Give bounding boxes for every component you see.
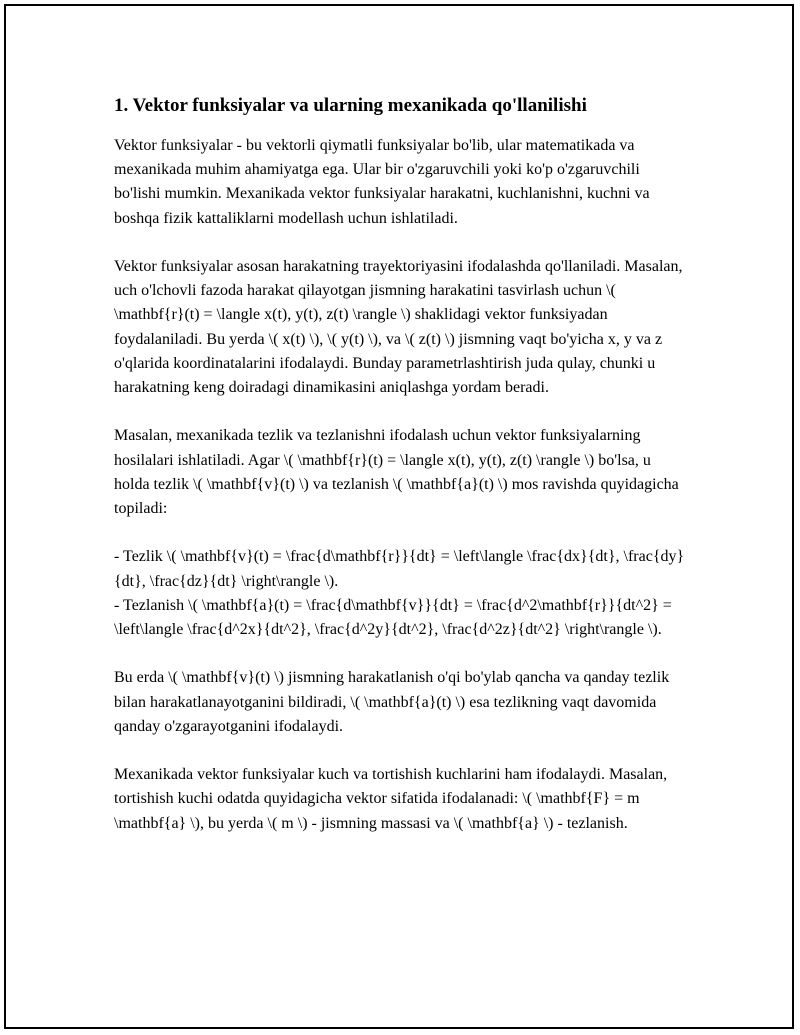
paragraph-trajectory: Vektor funksiyalar asosan harakatning trayektoriyasini ifodalashda qo'llaniladi. Masalan, uch o'lchovli fazoda harakat qilayotgan jismning harakatini tasvirlash uchun \( \mathbf{r}(t) = \langle x(t), y(t), z(t) \rangle \) shaklidagi vektor funksiyadan foydalaniladi. Bu yerda \( x(t) \), \( y(t) \), va \( z(t) \) jismning vaqt bo'yicha x, y va z o'qlarida koordinatalarini ifodalaydi. Bunday parametrlashtirish juda qulay, chunki u harakatning keng doiradagi dinamikasini aniqlashga yordam beradi. [114, 258, 683, 397]
paragraph-intro: Vektor funksiyalar - bu vektorli qiymatli funksiyalar bo'lib, ular matematikada va mexanikada muhim ahamiyatga ega. Ular bir o'zgaruvchili yoki ko'p o'zgaruvchili bo'lishi mumkin. Mexanikada vektor funksiyalar harakatni, kuchlanishni, kuchni va boshqa fizik kattaliklarni modellash uchun ishlatiladi. [114, 137, 650, 227]
paragraph-derivatives: Masalan, mexanikada tezlik va tezlanishni ifodalash uchun vektor funksiyalarning hosilalari ishlatiladi. Agar \( \mathbf{r}(t) = \langle x(t), y(t), z(t) \rangle \) bo'lsa, u holda tezlik \( \mathbf{v}(t) \) va tezlanish \( \mathbf{a}(t) \) mos ravishda quyidagicha topiladi: [114, 427, 679, 518]
formula-acceleration: - Tezlanish \( \mathbf{a}(t) = \frac{d\mathbf{v}}{dt} = \frac{d^2\mathbf{r}}{dt^2} = \left\langle \frac{d^2x}{dt^2}, \frac{d^2y}{dt^2}, \frac{d^2z}{dt^2} \right\rangle \). [114, 596, 672, 639]
formula-velocity: - Tezlik \( \mathbf{v}(t) = \frac{d\mathbf{r}}{dt} = \left\langle \frac{dx}{dt}, \frac{dy}{dt}, \frac{dz}{dt} \right\rangle \). [114, 548, 685, 590]
formula-block [114, 545, 686, 642]
paragraph-meaning: Bu erda \( \mathbf{v}(t) \) jismning harakatlanish o'qi bo'ylab qancha va qanday tezlik bilan harakatlanayotganini bildiradi, \( \mathbf{a}(t) \) esa tezlikning vaqt davomida qanday o'zgarayotganini ifodalaydi. [114, 669, 670, 735]
document-body [114, 92, 686, 860]
paragraph-forces: Mexanikada vektor funksiyalar kuch va tortishish kuchlarini ham ifodalaydi. Masalan, tortishish kuchi odatda quyidagicha vektor sifatida ifodalanadi: \( \mathbf{F} = m \mathbf{a} \), bu yerda \( m \) - jismning massasi va \( \mathbf{a} \) - tezlanish. [114, 766, 668, 832]
page-title: 1. Vektor funksiyalar va ularning mexanikada qo'llanilishi [114, 95, 587, 116]
